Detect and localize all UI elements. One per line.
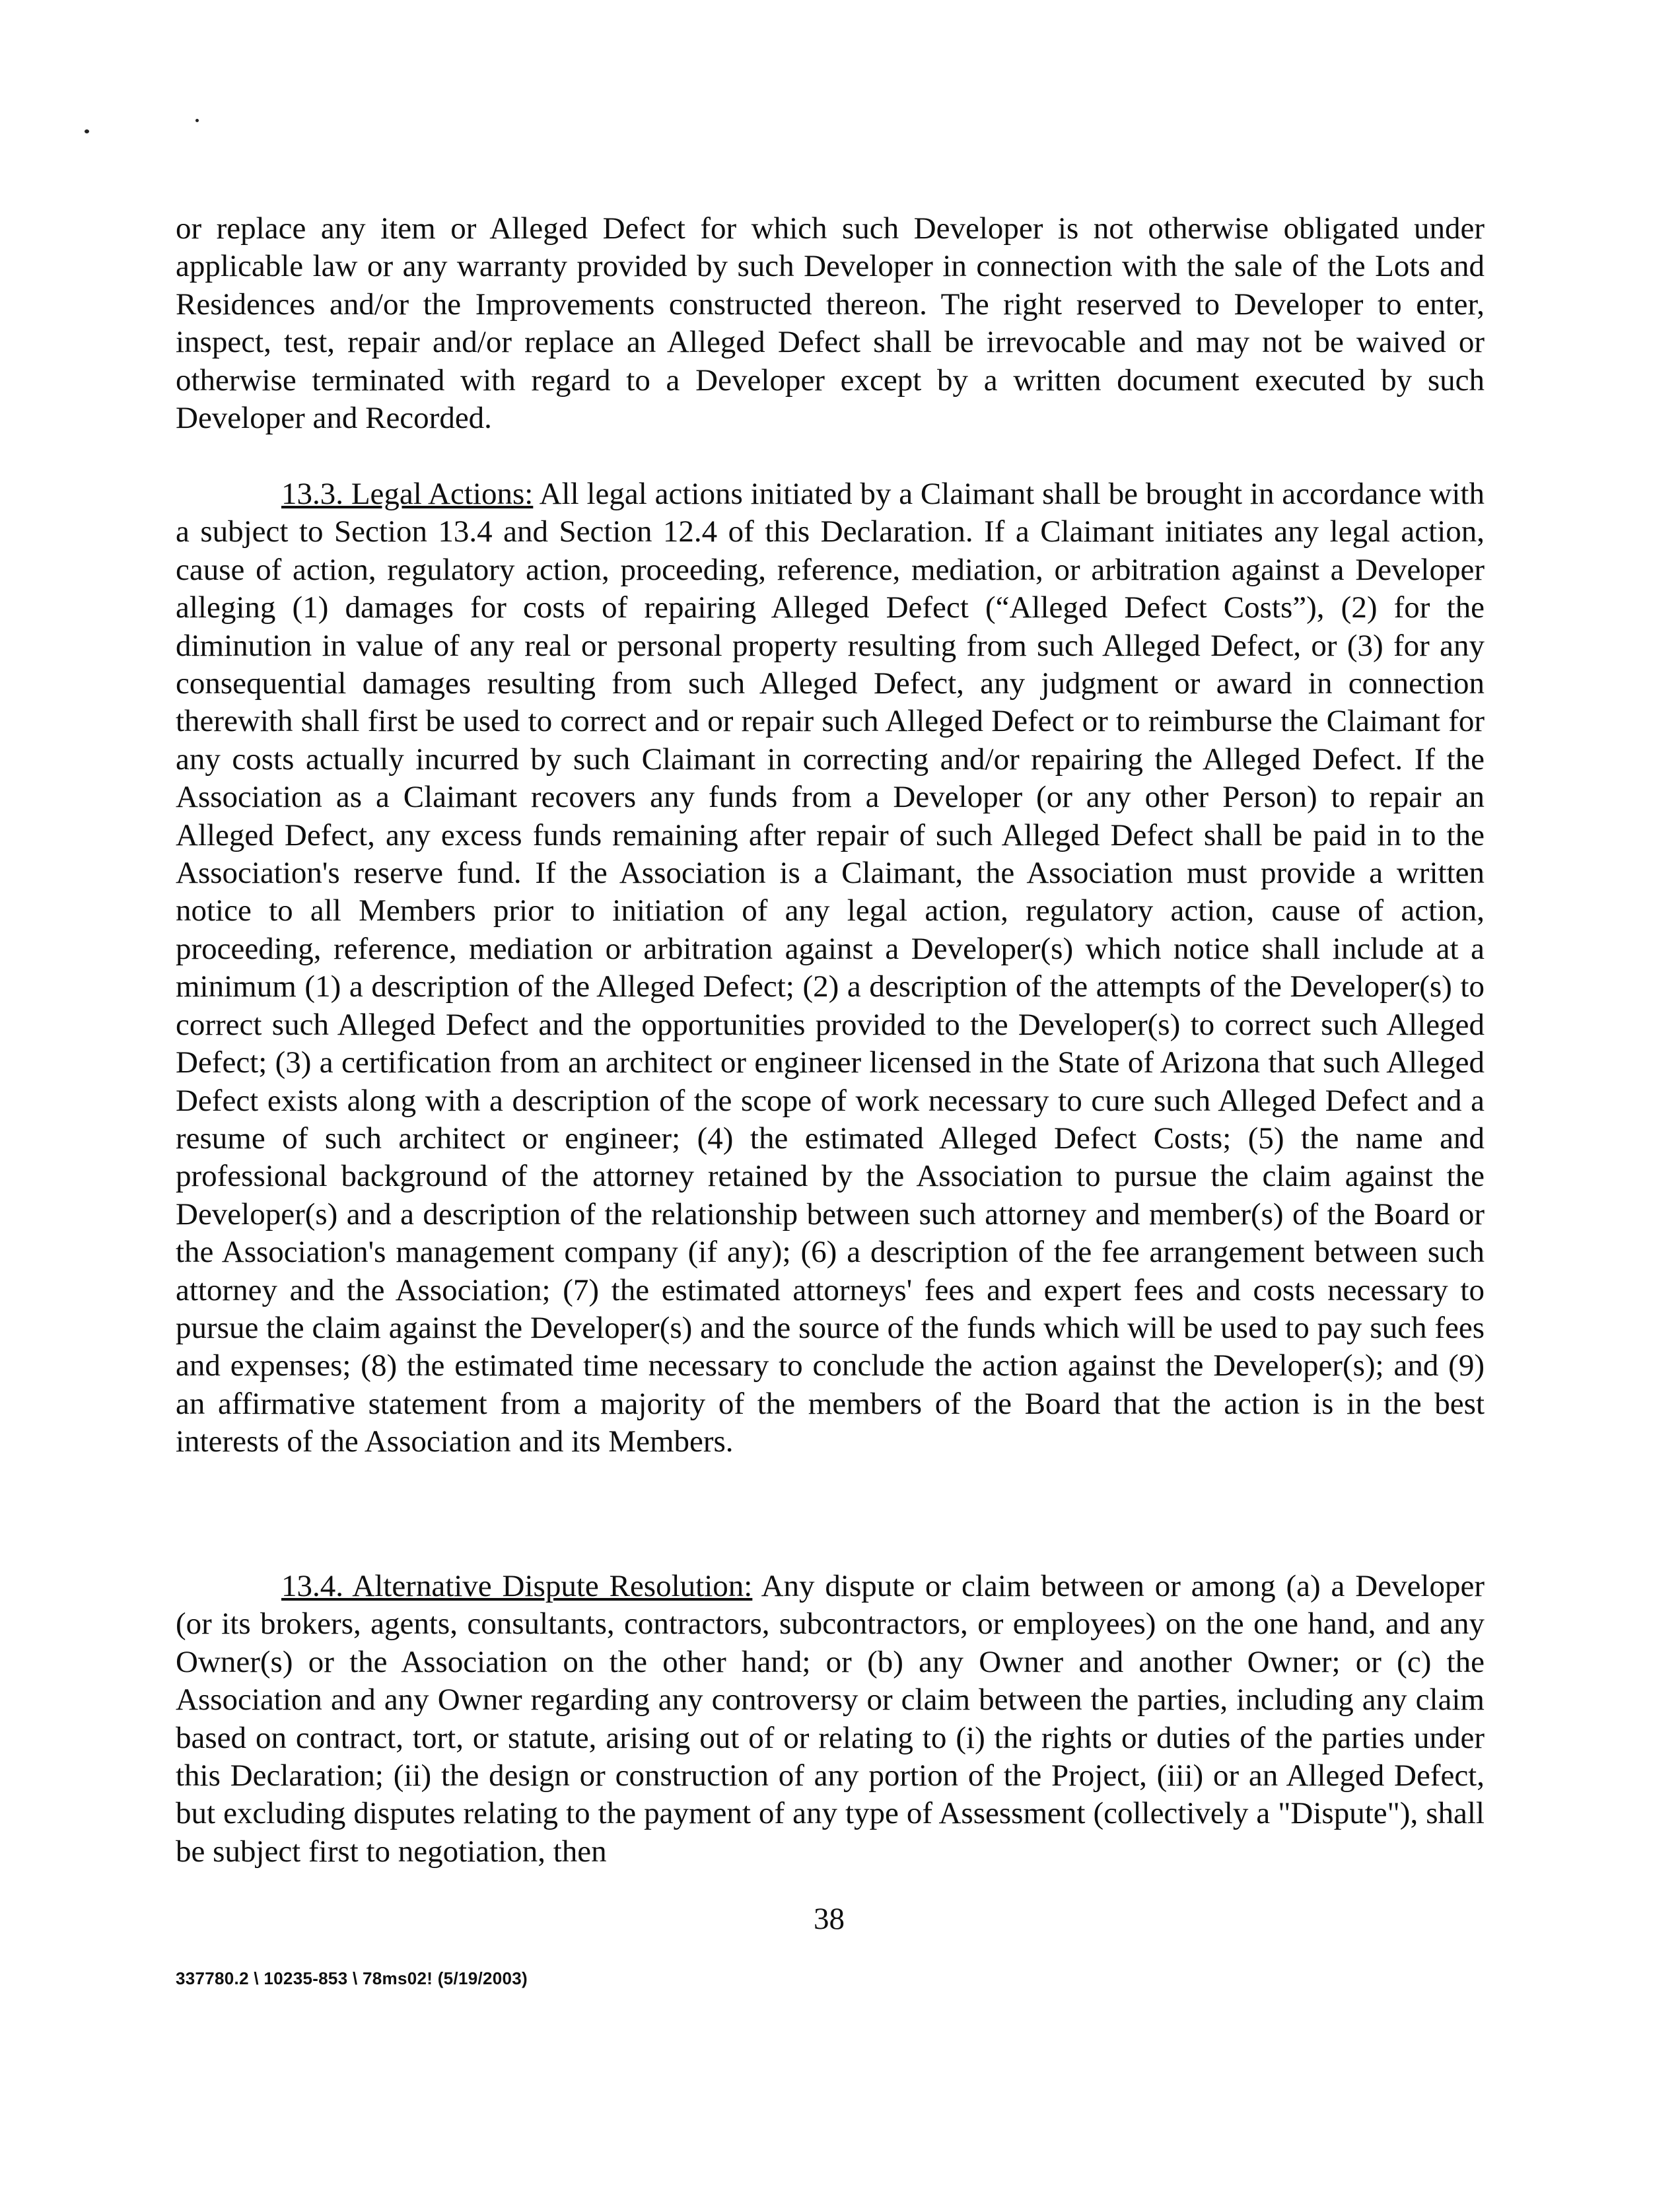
section-13-3-text: All legal actions initiated by a Claimant shall be brought in accordance with a subject to Section 13.4 and Section 12.4 of this Declaration. If a Claimant initiates any legal action, cause of action, regulatory action, proceeding, reference, mediation, or arbitration against a Developer alleging (1) damages for costs of repairing Alleged Defect (“Alleged Defect Costs”), (2) for the diminution in value of any real or personal property resulting from such Alleged Defect, or (3) for any consequential damages resulting from such Alleged Defect, any judgment or award in connection therewith shall first be used to correct and or repair such Alleged Defect or to reimburse the Claimant for any costs actually incurred by such Claimant in correcting and/or repairing the Alleged Defect. If the Association as a Claimant recovers any funds from a Developer (or any other Person) to repair an Alleged Defect, any excess funds remaining after repair of such Alleged Defect shall be paid in to the Association's reserve fund. If the Association is a Claimant, the Association must provide a written notice to all Members prior to initiation of any legal action, regulatory action, cause of action, proceeding, reference, mediation or arbitration against a Developer(s) which notice shall include at a minimum (1) a description of the Alleged Defect; (2) a description of the attempts of the Developer(s) to correct such Alleged Defect and the opportunities provided to the Developer(s) to correct such Alleged Defect; (3) a certification from an architect or engineer licensed in the State of Arizona that such Alleged Defect exists along with a description of the scope of work necessary to cure such Alleged Defect and a resume of such architect or engineer; (4) the estimated Alleged Defect Costs; (5) the name and professional background of the attorney retained by the Association to pursue the claim against the Developer(s) and a description of the relationship between such attorney and member(s) of the Board or the Association's management company (if any); (6) a description of the fee arrangement between such attorney and the Association; (7) the estimated attorneys' fees and expert fees and costs necessary to pursue the claim against the Developer(s) and the source of the funds which will be used to pay such fees and expenses; (8) the estimated time necessary to conclude the action against the Developer(s); and (9) an affirmative statement from a majority of the members of the Board that the action is in the best interests of the Association and its Members.	[176, 477, 1485, 1459]
paragraph-continuation: or replace any item or Alleged Defect for which such Developer is not otherwise obligated under applicable law or any warranty provided by such Developer in connection with the sale of the Lots and Residences and/or the Improvements constructed thereon. The right reserved to Developer to enter, inspect, test, repair and/or replace an Alleged Defect shall be irrevocable and may not be waived or otherwise terminated with regard to a Developer except by a written document executed by such Developer and Recorded.	[176, 211, 1485, 436]
section-13-3-heading: 13.3. Legal Actions:	[281, 477, 534, 511]
page-number: 38	[814, 1902, 845, 1936]
section-13-4-paragraph	[176, 1568, 1485, 1871]
section-13-3-paragraph	[176, 475, 1485, 1461]
scan-speck	[85, 129, 89, 133]
document-footer-id: 337780.2 \ 10235-853 \ 78ms02! (5/19/2003)	[176, 1968, 528, 1988]
scan-speck	[195, 119, 199, 122]
section-13-4-text: Any dispute or claim between or among (a) a Developer (or its brokers, agents, consultants, contractors, subcontractors, or employees) on the one hand, and any Owner(s) or the Association on the other hand; or (b) any Owner and another Owner; or (c) the Association and any Owner regarding any controversy or claim between the parties, including any claim based on contract, tort, or statute, arising out of or relating to (i) the rights or duties of the parties under this Declaration; (ii) the design or construction of any portion of the Project, (iii) or an Alleged Defect, but excluding disputes relating to the payment of any type of Assessment (collectively a "Dispute"), shall be subject first to negotiation, then	[176, 1569, 1485, 1869]
section-13-4-heading: 13.4. Alternative Dispute Resolution:	[281, 1569, 753, 1603]
